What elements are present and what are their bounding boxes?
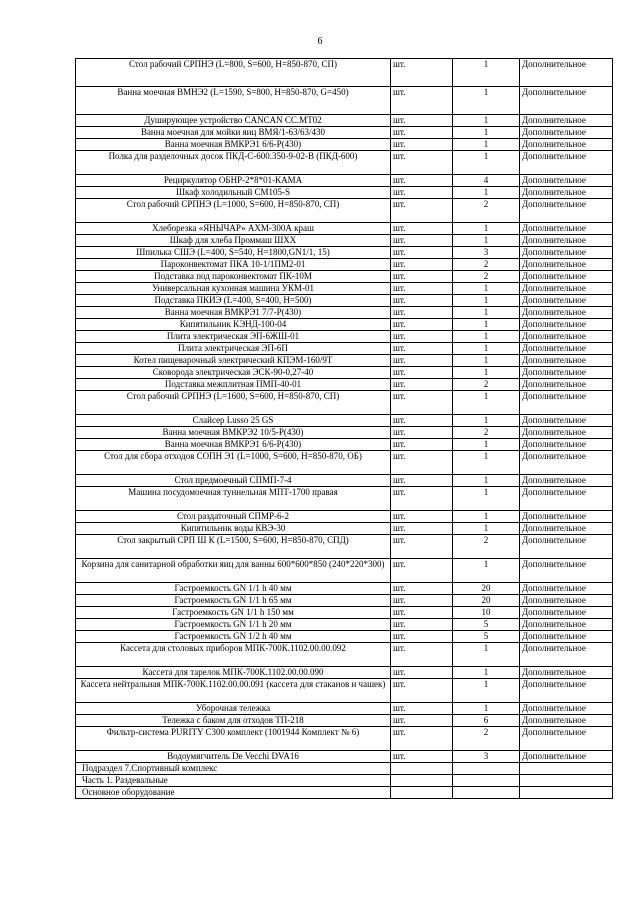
table-row bbox=[76, 619, 613, 631]
table-row bbox=[76, 235, 613, 247]
quantity-cell: 1 bbox=[453, 295, 520, 307]
equipment-name-cell: Стол рабочий СРПНЭ (L=1000, S=600, H=850-870, СП) bbox=[76, 199, 391, 223]
unit-cell: шт. bbox=[391, 331, 453, 343]
quantity-cell: 2 bbox=[453, 199, 520, 223]
quantity-cell: 1 bbox=[453, 331, 520, 343]
table-row bbox=[76, 175, 613, 187]
equipment-name-cell: Машина посудомоечная туннельная МПТ-1700 правая bbox=[76, 487, 391, 511]
quantity-cell: 2 bbox=[453, 271, 520, 283]
note-cell: Дополнительное bbox=[520, 583, 613, 595]
quantity-cell: 1 bbox=[453, 355, 520, 367]
note-cell: Дополнительное bbox=[520, 259, 613, 271]
note-cell: Дополнительное bbox=[520, 535, 613, 559]
equipment-name-cell: Ванна моечная ВМКРЭ1 7/7-Р(430) bbox=[76, 307, 391, 319]
unit-cell: шт. bbox=[391, 703, 453, 715]
table-row bbox=[76, 283, 613, 295]
note-cell: Дополнительное bbox=[520, 595, 613, 607]
quantity-cell: 1 bbox=[453, 679, 520, 703]
equipment-name-cell: Ванна моечная ВМКРЭ2 10/5-Р(430) bbox=[76, 427, 391, 439]
quantity-cell: 20 bbox=[453, 583, 520, 595]
quantity-cell: 3 bbox=[453, 751, 520, 763]
table-row bbox=[76, 451, 613, 475]
equipment-name-cell: Плита электрическая ЭП-6ЖШ-01 bbox=[76, 331, 391, 343]
unit-cell: шт. bbox=[391, 319, 453, 331]
equipment-name-cell: Стол для сбора отходов СОПН Э1 (L=1000, S=600, H=850-870, ОБ) bbox=[76, 451, 391, 475]
quantity-cell: 2 bbox=[453, 427, 520, 439]
quantity-cell: 1 bbox=[453, 451, 520, 475]
table-row bbox=[76, 199, 613, 223]
quantity-cell: 2 bbox=[453, 259, 520, 271]
quantity-cell: 10 bbox=[453, 607, 520, 619]
table-row bbox=[76, 259, 613, 271]
unit-cell: шт. bbox=[391, 295, 453, 307]
unit-cell: шт. bbox=[391, 199, 453, 223]
quantity-cell: 6 bbox=[453, 715, 520, 727]
equipment-name-cell: Основное оборудование bbox=[76, 787, 391, 799]
note-cell: Дополнительное bbox=[520, 631, 613, 643]
quantity-cell bbox=[453, 775, 520, 787]
table-row bbox=[76, 59, 613, 87]
unit-cell: шт. bbox=[391, 307, 453, 319]
table-row bbox=[76, 331, 613, 343]
table-row bbox=[76, 775, 613, 787]
unit-cell: шт. bbox=[391, 535, 453, 559]
equipment-name-cell: Гастроемкость GN 1/1 h 40 мм bbox=[76, 583, 391, 595]
equipment-name-cell: Шпилька СШЭ (L=400, S=540, H=1800,GN1/1, 15) bbox=[76, 247, 391, 259]
note-cell: Дополнительное bbox=[520, 199, 613, 223]
quantity-cell: 1 bbox=[453, 87, 520, 115]
note-cell: Дополнительное bbox=[520, 439, 613, 451]
table-row bbox=[76, 139, 613, 151]
equipment-name-cell: Слайсер Lusso 25 GS bbox=[76, 415, 391, 427]
table-row bbox=[76, 523, 613, 535]
unit-cell: шт. bbox=[391, 151, 453, 175]
equipment-name-cell: Стол рабочий СРПНЭ (L=800, S=600, H=850-870, СП) bbox=[76, 59, 391, 87]
table-row bbox=[76, 223, 613, 235]
table-row bbox=[76, 355, 613, 367]
unit-cell: шт. bbox=[391, 139, 453, 151]
unit-cell: шт. bbox=[391, 379, 453, 391]
unit-cell: шт. bbox=[391, 607, 453, 619]
table-row bbox=[76, 367, 613, 379]
note-cell: Дополнительное bbox=[520, 331, 613, 343]
note-cell: Дополнительное bbox=[520, 451, 613, 475]
note-cell: Дополнительное bbox=[520, 175, 613, 187]
note-cell bbox=[520, 763, 613, 775]
note-cell: Дополнительное bbox=[520, 475, 613, 487]
table-row bbox=[76, 379, 613, 391]
quantity-cell: 1 bbox=[453, 439, 520, 451]
table-row bbox=[76, 295, 613, 307]
table-row bbox=[76, 511, 613, 523]
quantity-cell: 1 bbox=[453, 487, 520, 511]
note-cell: Дополнительное bbox=[520, 487, 613, 511]
equipment-name-cell: Шкаф для хлеба Проммаш ШХХ bbox=[76, 235, 391, 247]
quantity-cell: 1 bbox=[453, 307, 520, 319]
quantity-cell: 4 bbox=[453, 175, 520, 187]
unit-cell: шт. bbox=[391, 619, 453, 631]
unit-cell: шт. bbox=[391, 427, 453, 439]
equipment-name-cell: Стол закрытый СРП Ш К (L=1500, S=600, H=850-870, СПД) bbox=[76, 535, 391, 559]
equipment-name-cell: Подставка ПКИЭ (L=400, S=400, H=500) bbox=[76, 295, 391, 307]
unit-cell: шт. bbox=[391, 679, 453, 703]
table-row bbox=[76, 271, 613, 283]
table-row bbox=[76, 439, 613, 451]
quantity-cell: 1 bbox=[453, 127, 520, 139]
table-row bbox=[76, 595, 613, 607]
unit-cell: шт. bbox=[391, 715, 453, 727]
table-row bbox=[76, 87, 613, 115]
unit-cell: шт. bbox=[391, 355, 453, 367]
note-cell: Дополнительное bbox=[520, 59, 613, 87]
unit-cell: шт. bbox=[391, 391, 453, 415]
equipment-name-cell: Фильтр-система PURITY C300 комплект (1001944 Комплект № 6) bbox=[76, 727, 391, 751]
note-cell bbox=[520, 787, 613, 799]
note-cell: Дополнительное bbox=[520, 295, 613, 307]
quantity-cell: 1 bbox=[453, 559, 520, 583]
equipment-name-cell: Кассета нейтральная МПК-700К.1102.00.00.091 (кассета для стаканов и чашек) bbox=[76, 679, 391, 703]
equipment-name-cell: Гастроемкость GN 1/2 h 40 мм bbox=[76, 631, 391, 643]
note-cell: Дополнительное bbox=[520, 715, 613, 727]
equipment-name-cell: Сковорода электрическая ЭСК-90-0,27-40 bbox=[76, 367, 391, 379]
table-row bbox=[76, 787, 613, 799]
unit-cell: шт. bbox=[391, 583, 453, 595]
unit-cell: шт. bbox=[391, 223, 453, 235]
note-cell: Дополнительное bbox=[520, 619, 613, 631]
note-cell: Дополнительное bbox=[520, 523, 613, 535]
quantity-cell: 1 bbox=[453, 115, 520, 127]
unit-cell: шт. bbox=[391, 727, 453, 751]
table-row bbox=[76, 535, 613, 559]
quantity-cell: 2 bbox=[453, 379, 520, 391]
unit-cell: шт. bbox=[391, 475, 453, 487]
equipment-name-cell: Стол предмоечный СПМП-7-4 bbox=[76, 475, 391, 487]
quantity-cell: 1 bbox=[453, 415, 520, 427]
note-cell: Дополнительное bbox=[520, 643, 613, 667]
unit-cell: шт. bbox=[391, 187, 453, 199]
table-row bbox=[76, 559, 613, 583]
equipment-name-cell: Кассета для столовых приборов МПК-700К.1102.00.00.092 bbox=[76, 643, 391, 667]
table-row bbox=[76, 427, 613, 439]
unit-cell bbox=[391, 763, 453, 775]
quantity-cell: 1 bbox=[453, 391, 520, 415]
note-cell: Дополнительное bbox=[520, 355, 613, 367]
unit-cell: шт. bbox=[391, 271, 453, 283]
table-row bbox=[76, 751, 613, 763]
table-row bbox=[76, 475, 613, 487]
quantity-cell: 1 bbox=[453, 703, 520, 715]
table-row bbox=[76, 415, 613, 427]
equipment-name-cell: Ванна моечная ВМКРЭ1 6/6-Р(430) bbox=[76, 439, 391, 451]
unit-cell: шт. bbox=[391, 523, 453, 535]
equipment-name-cell: Подставка межплитная ПМП-40-01 bbox=[76, 379, 391, 391]
quantity-cell: 2 bbox=[453, 727, 520, 751]
unit-cell: шт. bbox=[391, 115, 453, 127]
note-cell: Дополнительное bbox=[520, 139, 613, 151]
note-cell: Дополнительное bbox=[520, 703, 613, 715]
equipment-name-cell: Рециркулятор ОБНР-2*8*01-КАМА bbox=[76, 175, 391, 187]
table-row bbox=[76, 727, 613, 751]
table-row bbox=[76, 631, 613, 643]
note-cell: Дополнительное bbox=[520, 367, 613, 379]
note-cell: Дополнительное bbox=[520, 247, 613, 259]
note-cell: Дополнительное bbox=[520, 187, 613, 199]
equipment-name-cell: Ванна моечная ВМНЭ2 (L=1590, S=800, H=850-870, G=450) bbox=[76, 87, 391, 115]
equipment-name-cell: Кипятильник воды КВЭ-30 bbox=[76, 523, 391, 535]
equipment-name-cell: Плита электрическая ЭП-6П bbox=[76, 343, 391, 355]
table-row bbox=[76, 319, 613, 331]
equipment-name-cell: Подставка под пароконвектомат ПК-10М bbox=[76, 271, 391, 283]
equipment-name-cell: Водоумягчитель De Vecchi DVA16 bbox=[76, 751, 391, 763]
unit-cell: шт. bbox=[391, 751, 453, 763]
quantity-cell: 1 bbox=[453, 283, 520, 295]
unit-cell: шт. bbox=[391, 667, 453, 679]
quantity-cell: 1 bbox=[453, 187, 520, 199]
quantity-cell: 1 bbox=[453, 151, 520, 175]
quantity-cell: 1 bbox=[453, 343, 520, 355]
equipment-name-cell: Кассета для тарелок МПК-700К.1102.00.00.090 bbox=[76, 667, 391, 679]
equipment-name-cell: Стол рабочий СРПНЭ (L=1600, S=600, H=850-870, СП) bbox=[76, 391, 391, 415]
note-cell: Дополнительное bbox=[520, 115, 613, 127]
table-row bbox=[76, 115, 613, 127]
note-cell: Дополнительное bbox=[520, 511, 613, 523]
unit-cell: шт. bbox=[391, 451, 453, 475]
equipment-name-cell: Кипятильник КЭНД-100-04 bbox=[76, 319, 391, 331]
unit-cell: шт. bbox=[391, 175, 453, 187]
quantity-cell: 1 bbox=[453, 523, 520, 535]
unit-cell: шт. bbox=[391, 559, 453, 583]
unit-cell: шт. bbox=[391, 439, 453, 451]
note-cell bbox=[520, 775, 613, 787]
unit-cell: шт. bbox=[391, 511, 453, 523]
quantity-cell: 1 bbox=[453, 367, 520, 379]
note-cell: Дополнительное bbox=[520, 271, 613, 283]
quantity-cell: 20 bbox=[453, 595, 520, 607]
unit-cell: шт. bbox=[391, 643, 453, 667]
page-number: 6 bbox=[317, 36, 323, 47]
table-row bbox=[76, 679, 613, 703]
equipment-name-cell: Полка для разделочных досок ПКД-С-600.350-9-02-В (ПКД-600) bbox=[76, 151, 391, 175]
unit-cell: шт. bbox=[391, 59, 453, 87]
equipment-name-cell: Уборочная тележка bbox=[76, 703, 391, 715]
note-cell: Дополнительное bbox=[520, 667, 613, 679]
unit-cell: шт. bbox=[391, 247, 453, 259]
unit-cell bbox=[391, 787, 453, 799]
unit-cell: шт. bbox=[391, 87, 453, 115]
equipment-name-cell: Тележка с баком для отходов ТП-218 bbox=[76, 715, 391, 727]
note-cell: Дополнительное bbox=[520, 307, 613, 319]
quantity-cell: 5 bbox=[453, 631, 520, 643]
unit-cell: шт. bbox=[391, 127, 453, 139]
quantity-cell: 3 bbox=[453, 247, 520, 259]
table-row bbox=[76, 307, 613, 319]
quantity-cell: 1 bbox=[453, 475, 520, 487]
equipment-name-cell: Шкаф холодильный СМ105-S bbox=[76, 187, 391, 199]
equipment-name-cell: Корзина для санитарной обработки яиц для ванны 600*600*850 (240*220*300) bbox=[76, 559, 391, 583]
table-row bbox=[76, 151, 613, 175]
unit-cell: шт. bbox=[391, 235, 453, 247]
equipment-name-cell: Хлеборезка «ЯНЫЧАР» АХМ-300А краш bbox=[76, 223, 391, 235]
table-row bbox=[76, 391, 613, 415]
equipment-name-cell: Часть 1. Раздевальные bbox=[76, 775, 391, 787]
quantity-cell: 1 bbox=[453, 223, 520, 235]
quantity-cell: 5 bbox=[453, 619, 520, 631]
note-cell: Дополнительное bbox=[520, 415, 613, 427]
quantity-cell: 1 bbox=[453, 235, 520, 247]
quantity-cell bbox=[453, 763, 520, 775]
note-cell: Дополнительное bbox=[520, 559, 613, 583]
table-row bbox=[76, 715, 613, 727]
quantity-cell: 2 bbox=[453, 535, 520, 559]
table-row bbox=[76, 703, 613, 715]
table-row bbox=[76, 583, 613, 595]
note-cell: Дополнительное bbox=[520, 87, 613, 115]
unit-cell bbox=[391, 775, 453, 787]
equipment-name-cell: Пароконвектомат ПКА 10-1/1ПМ2-01 bbox=[76, 259, 391, 271]
unit-cell: шт. bbox=[391, 283, 453, 295]
unit-cell: шт. bbox=[391, 487, 453, 511]
equipment-name-cell: Душирующее устройство CANCAN CC.MT02 bbox=[76, 115, 391, 127]
quantity-cell: 1 bbox=[453, 667, 520, 679]
quantity-cell bbox=[453, 787, 520, 799]
unit-cell: шт. bbox=[391, 415, 453, 427]
quantity-cell: 1 bbox=[453, 59, 520, 87]
table-row bbox=[76, 643, 613, 667]
table-row bbox=[76, 247, 613, 259]
unit-cell: шт. bbox=[391, 343, 453, 355]
note-cell: Дополнительное bbox=[520, 607, 613, 619]
equipment-name-cell: Ванна моечная ВМКРЭ1 6/6-Р(430) bbox=[76, 139, 391, 151]
note-cell: Дополнительное bbox=[520, 151, 613, 175]
note-cell: Дополнительное bbox=[520, 127, 613, 139]
note-cell: Дополнительное bbox=[520, 283, 613, 295]
quantity-cell: 1 bbox=[453, 139, 520, 151]
table-row bbox=[76, 127, 613, 139]
table-row bbox=[76, 487, 613, 511]
note-cell: Дополнительное bbox=[520, 679, 613, 703]
equipment-name-cell: Ванна моечная для мойки яиц ВМЯ/1-63/63/430 bbox=[76, 127, 391, 139]
equipment-name-cell: Универсальная кухонная машина УКМ-01 bbox=[76, 283, 391, 295]
table-row bbox=[76, 607, 613, 619]
table-row bbox=[76, 187, 613, 199]
unit-cell: шт. bbox=[391, 631, 453, 643]
note-cell: Дополнительное bbox=[520, 727, 613, 751]
note-cell: Дополнительное bbox=[520, 391, 613, 415]
note-cell: Дополнительное bbox=[520, 319, 613, 331]
unit-cell: шт. bbox=[391, 595, 453, 607]
quantity-cell: 1 bbox=[453, 319, 520, 331]
unit-cell: шт. bbox=[391, 259, 453, 271]
table-row bbox=[76, 343, 613, 355]
equipment-name-cell: Гастроемкость GN 1/1 h 150 мм bbox=[76, 607, 391, 619]
equipment-name-cell: Подраздел 7.Спортивный комплекс bbox=[76, 763, 391, 775]
note-cell: Дополнительное bbox=[520, 235, 613, 247]
table-row bbox=[76, 667, 613, 679]
equipment-name-cell: Стол раздаточный СПМР-6-2 bbox=[76, 511, 391, 523]
note-cell: Дополнительное bbox=[520, 379, 613, 391]
note-cell: Дополнительное bbox=[520, 223, 613, 235]
equipment-name-cell: Котел пищеварочный электрический КПЭМ-160/9Т bbox=[76, 355, 391, 367]
quantity-cell: 1 bbox=[453, 643, 520, 667]
note-cell: Дополнительное bbox=[520, 427, 613, 439]
unit-cell: шт. bbox=[391, 367, 453, 379]
equipment-table bbox=[75, 58, 613, 799]
note-cell: Дополнительное bbox=[520, 751, 613, 763]
table-row bbox=[76, 763, 613, 775]
note-cell: Дополнительное bbox=[520, 343, 613, 355]
equipment-name-cell: Гастроемкость GN 1/1 h 65 мм bbox=[76, 595, 391, 607]
quantity-cell: 1 bbox=[453, 511, 520, 523]
equipment-name-cell: Гастроемкость GN 1/1 h 20 мм bbox=[76, 619, 391, 631]
